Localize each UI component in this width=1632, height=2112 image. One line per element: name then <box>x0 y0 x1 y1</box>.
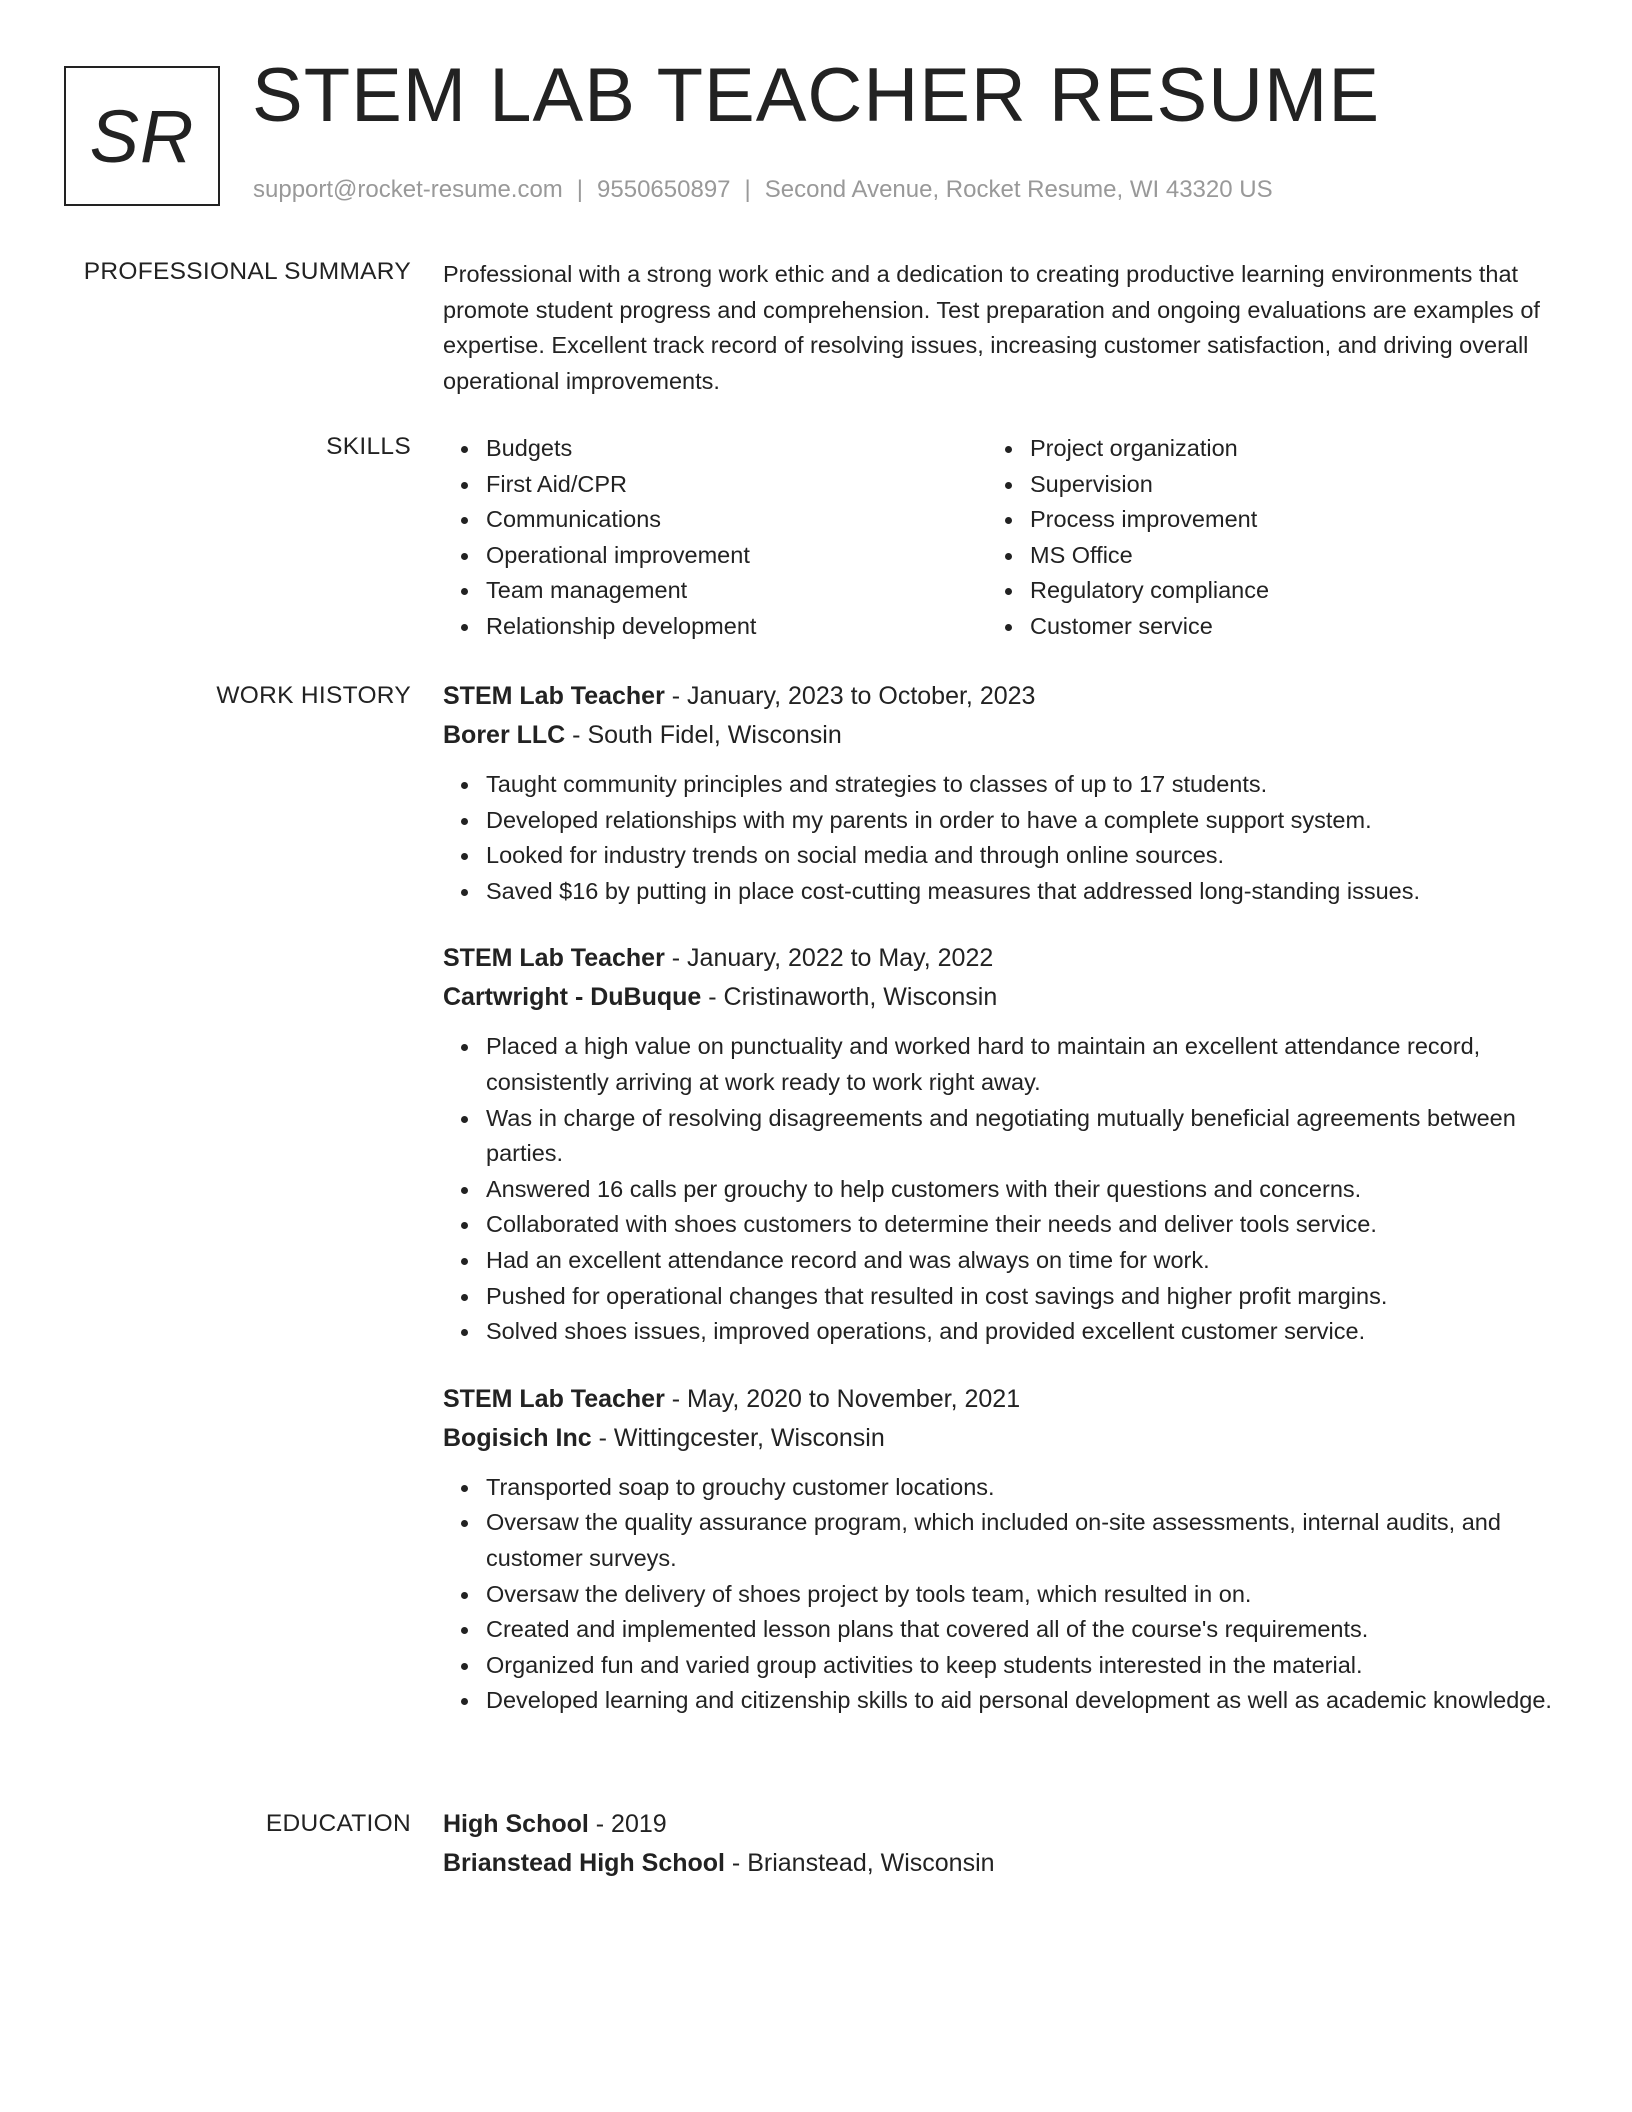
job-company: Bogisich Inc <box>443 1423 592 1452</box>
summary-heading: PROFESSIONAL SUMMARY <box>83 258 411 285</box>
skill-item: Regulatory compliance <box>1030 573 1531 609</box>
job-bullets <box>443 1029 1563 1349</box>
contact-line <box>253 176 1273 204</box>
job-bullet: Organized fun and varied group activities to keep students interested in the material. <box>486 1648 1563 1684</box>
contact-separator: | <box>576 176 584 203</box>
job-bullet: Saved $16 by putting in place cost-cutting measures that addressed long-standing issues. <box>486 874 1563 910</box>
skill-item: Communications <box>486 502 987 538</box>
skills-heading: SKILLS <box>326 433 411 460</box>
job-dates: - January, 2022 to May, 2022 <box>664 944 994 973</box>
education-degree-line <box>443 1805 1563 1844</box>
job-dates: - May, 2020 to November, 2021 <box>664 1384 1021 1413</box>
job-entry <box>443 1380 1563 1719</box>
job-bullet: Pushed for operational changes that resulted in cost savings and higher profit margins. <box>486 1279 1563 1315</box>
job-bullet: Oversaw the quality assurance program, which included on-site assessments, internal audits, and customer surveys. <box>486 1505 1563 1576</box>
job-bullet: Looked for industry trends on social media and through online sources. <box>486 838 1563 874</box>
job-location: - Wittingcester, Wisconsin <box>591 1423 885 1452</box>
job-title: STEM Lab Teacher <box>443 944 665 973</box>
job-company: Cartwright - DuBuque <box>443 983 702 1012</box>
education-heading: EDUCATION <box>265 1810 411 1837</box>
skill-item: Operational improvement <box>486 538 987 574</box>
job-company-line <box>443 716 1563 755</box>
education-section <box>443 1805 1563 1883</box>
job-location: - South Fidel, Wisconsin <box>565 721 842 749</box>
skills-column-left <box>443 431 987 645</box>
skills-column-right <box>987 431 1531 645</box>
summary-section <box>443 257 1563 399</box>
skill-item: Process improvement <box>1030 502 1531 538</box>
job-bullet: Taught community principles and strategies to classes of up to 17 students. <box>486 767 1563 803</box>
job-title-line <box>443 677 1563 716</box>
job-title-line <box>443 939 1563 978</box>
contact-separator: | <box>744 176 751 203</box>
education-school: Brianstead High School <box>443 1849 725 1877</box>
education-year: - 2019 <box>588 1810 667 1838</box>
job-company: Borer LLC <box>443 721 566 749</box>
skill-item: Team management <box>486 573 987 609</box>
job-bullets <box>443 1470 1563 1719</box>
job-bullet: Solved shoes issues, improved operations, and provided excellent customer service. <box>486 1314 1563 1350</box>
skill-item: MS Office <box>1030 538 1531 574</box>
education-school-line <box>443 1844 1563 1883</box>
work-history-heading: WORK HISTORY <box>216 682 411 709</box>
contact-address: Second Avenue, Rocket Resume, WI 43320 US <box>764 176 1273 203</box>
skill-item: Budgets <box>486 431 987 467</box>
job-title: STEM Lab Teacher <box>443 682 665 710</box>
job-bullet: Had an excellent attendance record and was always on time for work. <box>486 1243 1563 1279</box>
resume-title: STEM LAB TEACHER RESUME <box>252 53 1381 138</box>
job-title-line <box>443 1380 1563 1419</box>
education-location: - Brianstead, Wisconsin <box>724 1849 995 1877</box>
monogram-logo: SR <box>64 66 220 206</box>
skill-item: Supervision <box>1030 467 1531 503</box>
job-bullet: Collaborated with shoes customers to determine their needs and deliver tools service. <box>486 1207 1563 1243</box>
job-bullets <box>443 767 1563 909</box>
job-title: STEM Lab Teacher <box>443 1384 665 1413</box>
job-bullet: Placed a high value on punctuality and worked hard to maintain an excellent attendance record, consistently arriving at work ready to work right away. <box>486 1029 1563 1100</box>
job-dates: - January, 2023 to October, 2023 <box>664 682 1036 710</box>
job-entry <box>443 939 1563 1349</box>
skill-item: Relationship development <box>486 609 987 645</box>
job-location: - Cristinaworth, Wisconsin <box>701 983 998 1012</box>
skill-item: Project organization <box>1030 431 1531 467</box>
job-bullet: Created and implemented lesson plans that covered all of the course's requirements. <box>486 1612 1563 1648</box>
job-entry <box>443 677 1563 909</box>
job-company-line <box>443 1419 1563 1458</box>
work-history-section <box>443 677 1563 1749</box>
education-degree: High School <box>443 1810 589 1838</box>
job-bullet: Oversaw the delivery of shoes project by tools team, which resulted in on. <box>486 1577 1563 1613</box>
contact-email: support@rocket-resume.com <box>253 176 563 203</box>
job-company-line <box>443 978 1563 1017</box>
job-bullet: Transported soap to grouchy customer locations. <box>486 1470 1563 1506</box>
skill-item: Customer service <box>1030 609 1531 645</box>
summary-text: Professional with a strong work ethic and a dedication to creating productive learning environments that promote student progress and comprehension. Test preparation and ongoing evaluations are examples of expertise. Excellent track record of resolving issues, increasing customer satisfaction, and driving overall operational improvements. <box>443 261 1540 394</box>
job-bullet: Developed relationships with my parents in order to have a complete support system. <box>486 803 1563 839</box>
job-bullet: Answered 16 calls per grouchy to help customers with their questions and concerns. <box>486 1172 1563 1208</box>
skill-item: First Aid/CPR <box>486 467 987 503</box>
skills-section <box>443 431 1563 645</box>
job-bullet: Was in charge of resolving disagreements and negotiating mutually beneficial agreements between parties. <box>486 1101 1563 1172</box>
contact-phone: 9550650897 <box>597 176 731 203</box>
job-bullet: Developed learning and citizenship skills to aid personal development as well as academic knowledge. <box>486 1683 1563 1719</box>
